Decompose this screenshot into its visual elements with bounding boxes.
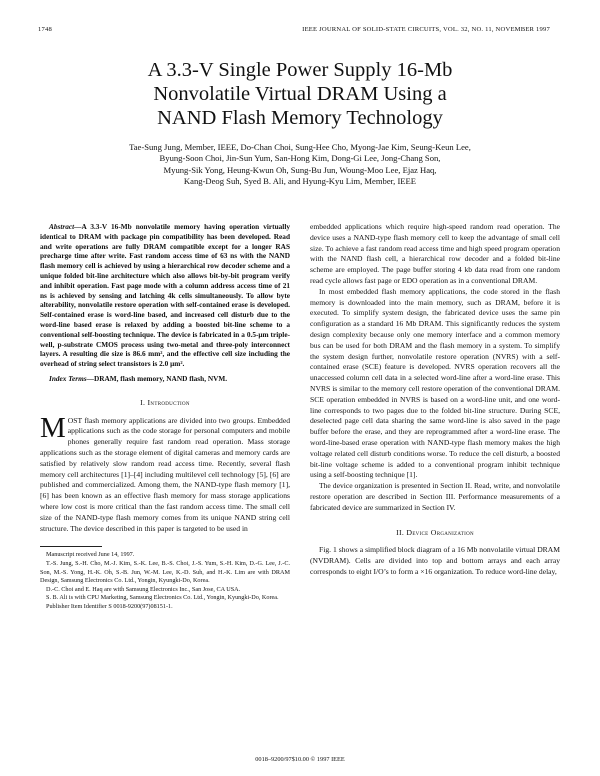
- intro-paragraph: [40, 411, 290, 535]
- footnote: T.-S. Jung, S.-H. Cho, M.-J. Kim, S.-K. Lee, B.-S. Choi, J.-S. Yum, S.-H. Kim, D.-G. Lee, J.-C. Son, M.-S. Yong, H.-K. Oh, S.-B. Jun, W.-M. Lee, K.-D. Suh, and H.-K. Lim are with DRAM Design, Samsung Electronics Co. Ltd., Yongin, Kyungki-Do, Korea.: [40, 559, 290, 585]
- footnote: Manuscript received June 14, 1997.: [46, 551, 135, 559]
- index-terms: [40, 374, 290, 384]
- body-paragraph: The device organization is presented in Section II. Read, write, and nonvolatile restore operation are described in Section III. Performance measurements of a fabricated device are summarized in Section IV.: [310, 481, 560, 512]
- author-line: Myung-Sik Yong, Heung-Kwun Oh, Sung-Bu Jun, Woung-Moo Lee, Ejaz Haq,: [163, 164, 437, 175]
- paper-title: [40, 58, 560, 130]
- title-line: NAND Flash Memory Technology: [157, 107, 443, 129]
- title-line: Nonvolatile Virtual DRAM Using a: [153, 83, 447, 105]
- copyright-line: 0018–9200/97$10.00 © 1997 IEEE: [255, 756, 345, 763]
- drop-cap: M: [40, 411, 66, 444]
- footnotes: [40, 551, 290, 611]
- author-list: [50, 142, 550, 187]
- left-column: [40, 222, 290, 611]
- author-line: Tae-Sung Jung, Member, IEEE, Do-Chan Choi, Sung-Hee Cho, Myong-Jae Kim, Seung-Keun Lee,: [129, 142, 471, 152]
- footnote: D.-C. Choi and E. Haq are with Samsung Electronics Inc., San Jose, CA USA.: [46, 585, 241, 593]
- journal-header: IEEE JOURNAL OF SOLID-STATE CIRCUITS, VOL. 32, NO. 11, NOVEMBER 1997: [302, 26, 550, 33]
- body-paragraph: embedded applications which require high-speed random read operation. The device uses a NAND-type flash memory cell to keep the advantage of small cell size. To achieve a fast random read access time and high speed program operation with the NAND flash cell, a hierarchical row decoder and a folded bit-line scheme are employed. The page buffer storing 4 kb data read from one random read cycle allows fast page or EDO operation as in a conventional DRAM.: [310, 222, 560, 285]
- footnote: S. B. Ali is with CPU Marketing, Samsung Electronics Co. Ltd., Yongin, Kyungki-Do, Korea.: [46, 594, 279, 602]
- abstract-label: Abstract—: [49, 222, 82, 231]
- running-header: [38, 26, 550, 33]
- index-terms-text: DRAM, flash memory, NAND flash, NVM.: [93, 373, 228, 383]
- author-line: Byung-Soon Choi, Jin-Sun Yum, San-Hong Kim, Dong-Gi Lee, Jong-Chang Son,: [159, 153, 441, 164]
- footnote-divider: [40, 546, 102, 547]
- page-number: 1748: [38, 26, 52, 33]
- intro-text: OST flash memory applications are divided into two groups. Embedded applications such as the code storage for personal computers and mobile phones generally require fast random read operation. Mass storage applications such as the storage element of digital cameras and memory cards are satisfied by relatively slow random read access time. Recently, several flash memory cell architectures [1]–[4] including multilevel cell technology [5], [6] are published and commercialized. Among them, the NAND-type flash memory [1], [6] has been known as an effective flash memory for mass storage applications where low cost is more critical than the fast random access time. The small cell size of the NAND-type flash memory comes from its unique NAND string cell structure. The device described in this paper is targeted to be used in: [40, 415, 290, 533]
- abstract: [40, 222, 290, 369]
- abstract-text: A 3.3-V 16-Mb nonvolatile memory having operation virtually identical to DRAM with package pin compatibility has been developed. Read and write operations are fully DRAM compatible except for a longer RAS precharge time after write. Fast random access time of 63 ns with the NAND flash memory cell is achieved by using a hierarchical row decoder scheme and a unique folded bit-line architecture which also allows bit-by-bit program verify and inhibit operation. Fast page mode with a column address access time of 21 ns is achieved by sensing and latching 4k cells simultaneously. To allow byte alterability, nonvolatile restore operation with self-contained erase is developed. Self-contained erase is word-line based, and increased cell disturb due to the word-line based erase is relaxed by adding a boosted bit-line scheme to a conventional self-boosting technique. The device is fabricated in a 0.5-μm triple-well, p-substrate CMOS process using two-metal and three-poly interconnect layers. A resulting die size is 86.6 mm², and the effective cell size including the overhead of string select transistors is 2.0 μm².: [40, 222, 290, 369]
- body-paragraph: Fig. 1 shows a simplified block diagram of a 16 Mb nonvolatile virtual DRAM (NVDRAM). Cells are divided into top and bottom arrays and each array corresponds to eight I/O’s to form a ×16 organization. To reduce word-line delay,: [310, 545, 560, 576]
- right-column: [310, 222, 560, 578]
- body-paragraph: In most embedded flash memory applications, the code stored in the flash memory is downloaded into the main memory, such as DRAM, before it is executed. To simplify system design, the fabricated device uses the same pin configuration as a standard 16 Mb DRAM. This significantly reduces the system design complexity because only one memory interface and a common memory bus can be used for both DRAM and the flash memory in a system. To simplify the system design further, nonvolatile restore operation (NVRS) with a self-contained erase (SCE) feature is developed. NVRS operation recovers all the unaccessed column cell data in a selected word-line after a word-line erase. This NVRS is similar to the memory cell restore operation of the conventional DRAM. SCE operation embedded in NVRS is based on a word-line unit, and one word-line corresponds to two pages due to the folded bit-line structure. During SCE, deselected page cell data sharing the same word-line is also saved in the page buffer before the erase, and they are reprogrammed after a word-line erase. The word-line-based erase operation with NAND-type flash memory makes the high voltage related cell disturb conditions worse. To reduce the cell disturb, a boosted bit-line voltage scheme is added to a conventional program inhibit technique using a self-boosting technique [1].: [310, 286, 560, 480]
- title-line: A 3.3-V Single Power Supply 16-Mb: [147, 59, 453, 81]
- footnote: Publisher Item Identifier S 0018-9200(97)08151-1.: [46, 602, 173, 610]
- section-heading-device-organization: II. Device Organization: [396, 527, 474, 537]
- section-heading-introduction: I. Introduction: [140, 397, 190, 407]
- index-terms-label: Index Terms—: [49, 373, 94, 383]
- author-line: Kang-Deog Suh, Syed B. Ali, and Hyung-Kyu Lim, Member, IEEE: [183, 175, 417, 186]
